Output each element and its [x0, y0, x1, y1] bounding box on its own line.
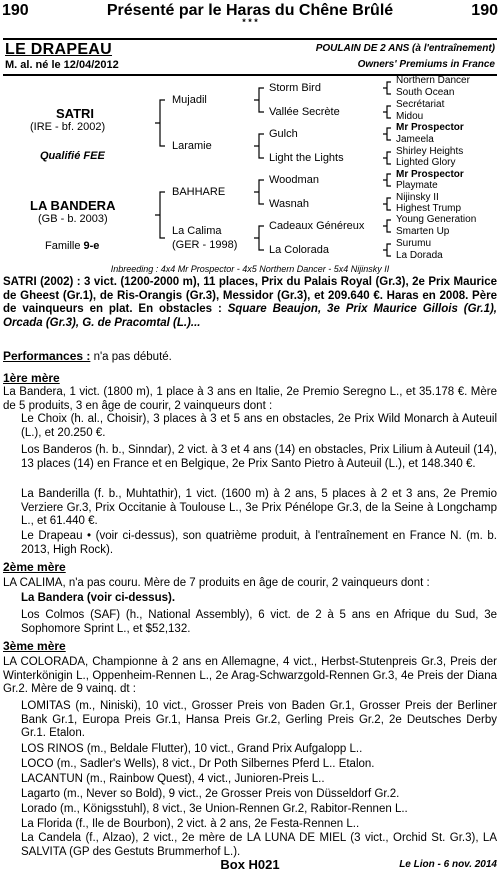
sire-record-text: SATRI (2002) : 3 vict. (1200-2000 m), 11 places, Prix du Palais Royal (Gr.3), 2e Prix Maurice de Gheest (Gr.1), de Ris-Orangis (Gr.3), Messidor (Gr.3), et 209.640 €. Haras en 2008. Père de vainqueurs en plat. En obstacles : [3, 276, 497, 315]
g4-7: Shirley Heights [396, 146, 464, 157]
g4-13: Young Generation [396, 214, 477, 225]
g4-10: Playmate [396, 180, 438, 191]
horse-name-box [3, 38, 497, 76]
g2-dam-sire: BAHHARE [172, 186, 226, 198]
g4-1: Northern Dancer [396, 75, 470, 86]
family-number: 9-e [83, 240, 100, 252]
sire-info: (IRE - bf. 2002) [30, 121, 106, 133]
performances-label: Performances : [3, 349, 91, 363]
family-label: Famille [45, 240, 81, 252]
g2-dam-dam: La Calima [172, 225, 222, 237]
g3-4: Light the Lights [269, 152, 344, 164]
dam-info: (GB - b. 2003) [38, 213, 108, 225]
g4-8: Lighted Glory [396, 157, 456, 168]
produce-lorado: Lorado (m., Königsstuhl), 8 vict., 3e Union-Rennen Gr.2, Rabitor-Rennen L.. [21, 803, 408, 815]
produce-la-bandera: La Bandera (voir ci-dessus). [21, 592, 176, 604]
g3-1: Storm Bird [269, 82, 321, 94]
g2-dam-dam-info: (GER - 1998) [172, 239, 238, 251]
sire-qualification: Qualifié FEE [40, 150, 105, 162]
g4-6: Jameela [396, 134, 434, 145]
g4-15: Surumu [396, 238, 432, 249]
performances-text: n'a pas débuté. [90, 351, 172, 363]
produce-la-candela: La Candela (f., Alzao), 2 vict., 2e mère de LA LUNA DE MIEL (3 vict., Orchid St. Gr.3), LA SALVITA (GP des Gestuts Brummerhof L.). [21, 832, 497, 858]
box-number: Box H021 [220, 857, 280, 872]
birth-info: M. al. né le 12/04/2012 [5, 59, 119, 71]
g4-5: Mr Prospector [396, 122, 464, 133]
produce-los-rinos: LOS RINOS (m., Beldale Flutter), 10 vict., Grand Prix Aufgalopp L.. [21, 743, 363, 755]
page-footer [0, 857, 500, 875]
g3-6: Wasnah [269, 198, 309, 210]
lot-number-left: 190 [2, 2, 29, 19]
second-dam-paragraph: LA CALIMA, n'a pas couru. Mère de 7 produits en âge de courir, 2 vainqueurs dont : [3, 577, 430, 589]
section-third-dam [3, 640, 497, 655]
g2-sire-dam: Laramie [172, 140, 212, 152]
owner-premiums: Owners' Premiums in France [357, 59, 495, 70]
produce-lomitas: LOMITAS (m., Niniski), 10 vict., Grosser Preis von Baden Gr.1, Grosser Preis der Berliner Bank Gr.1, Europa Preis Gr.1, Hansa Preis Gr.2, Gerling Preis Gr.2, 2e Deutsches Derby Gr.1. Etalon. [21, 700, 497, 739]
produce-le-choix: Le Choix (h. al., Choisir), 3 places à 3 et 5 ans en obstacles, 2e Prix Wild Monarch à Auteuil (L.), et 20.250 €. [21, 413, 497, 439]
g4-4: Midou [396, 111, 424, 122]
source-date: Le Lion - 6 nov. 2014 [399, 859, 497, 870]
consignor-title: Présenté par le Haras du Chêne Brûlé [106, 2, 394, 19]
first-dam-paragraph: La Bandera, 1 vict. (1800 m), 1 place à 3 ans en Italie, 2e Premio Seregno L., et 35.178 €. Mère de 5 produits, 3 en âge de courir, 2 vainqueurs dont : [3, 386, 497, 412]
g4-12: Highest Trump [396, 203, 462, 214]
g3-2: Vallée Secrète [269, 106, 340, 118]
g2-sire-sire: Mujadil [172, 94, 207, 106]
sire-record-obstacles: Square Beaujon, 3e Prix Maurice Gillois (Gr.1), Orcada (Gr.3), G. de Pracomtal (L.)... [3, 303, 497, 329]
pedigree-table [0, 74, 500, 264]
g4-14: Smarten Up [396, 226, 450, 237]
g3-3: Gulch [269, 128, 298, 140]
g3-8: La Colorada [269, 244, 329, 256]
dam-name: LA BANDERA [30, 198, 116, 213]
lot-number-right: 190 [471, 2, 498, 19]
g3-5: Woodman [269, 174, 319, 186]
produce-la-florida: La Florida (f., Ile de Bourbon), 2 vict. à 2 ans, 2e Festa-Rennen L.. [21, 818, 360, 830]
horse-name: LE DRAPEAU [5, 41, 113, 58]
g4-16: La Dorada [396, 250, 443, 261]
section-second-dam [3, 561, 497, 576]
g3-7: Cadeaux Généreux [269, 220, 365, 232]
first-dam-heading: 1ère mère [3, 371, 60, 385]
sex-age: POULAIN DE 2 ANS (à l'entraînement) [315, 43, 495, 54]
section-first-dam [3, 372, 497, 387]
g4-11: Nijinsky II [396, 192, 439, 203]
produce-los-banderos: Los Banderos (h. b., Sinndar), 2 vict. à 3 et 4 ans (14) en obstacles, Prix Lilium à Auteuil (14), 13 places (14) en France et en Belgique, 2e Prix Santo Pietro à Auteuil (L.), et 148.340 €. [21, 444, 497, 470]
produce-la-banderilla: La Banderilla (f. b., Muhtathir), 1 vict. (1600 m) à 2 ans, 5 places à 2 et 3 ans, 2e Premio Verziere Gr.3, Prix Occitanie à Toulouse L., 3e Prix Pénélope Gr.3, de la Seine à Longchamp L., et 61.440 €. [21, 488, 497, 527]
header-stars: * * * [242, 17, 258, 27]
g4-2: South Ocean [396, 87, 455, 98]
family [45, 240, 99, 252]
second-dam-heading: 2ème mère [3, 560, 66, 574]
produce-le-drapeau: Le Drapeau • (voir ci-dessus), son quatrième produit, à l'entraînement en France N. (m. b. 2013, High Rock). [21, 530, 497, 556]
produce-loco: LOCO (m., Sadler's Wells), 8 vict., Dr Poth Silbernes Pferd L.. Etalon. [21, 758, 375, 770]
performances [3, 350, 497, 365]
third-dam-heading: 3ème mère [3, 639, 66, 653]
g4-9: Mr Prospector [396, 169, 464, 180]
produce-los-colmos: Los Colmos (SAF) (h., National Assembly), 6 vict. de 2 à 5 ans en Afrique du Sud, 3e Sophomore Sprint L., et $52,132. [21, 609, 497, 635]
produce-lacantun: LACANTUN (m., Rainbow Quest), 4 vict., Junioren-Preis L.. [21, 773, 325, 785]
third-dam-paragraph: LA COLORADA, Championne à 2 ans en Allemagne, 4 vict., Herbst-Stutenpreis Gr.3, Preis der Winterkönigin L., Oppenheim-Rennen L., 2e Arag-Schwarzgold-Rennen Gr.3, 4e Preis der Diana Gr.2. Mère de 9 vainq. dt : [3, 656, 497, 695]
produce-lagarto: Lagarto (m., Never so Bold), 9 vict., 2e Grosser Preis von Düsseldorf Gr.2. [21, 788, 400, 800]
g4-3: Secrétariat [396, 99, 445, 110]
sire-name: SATRI [56, 106, 95, 121]
inbreeding-note: Inbreeding : 4x4 Mr Prospector - 4x5 Northern Dancer - 5x4 Nijinsky II [110, 264, 390, 274]
sire-record [3, 276, 497, 330]
